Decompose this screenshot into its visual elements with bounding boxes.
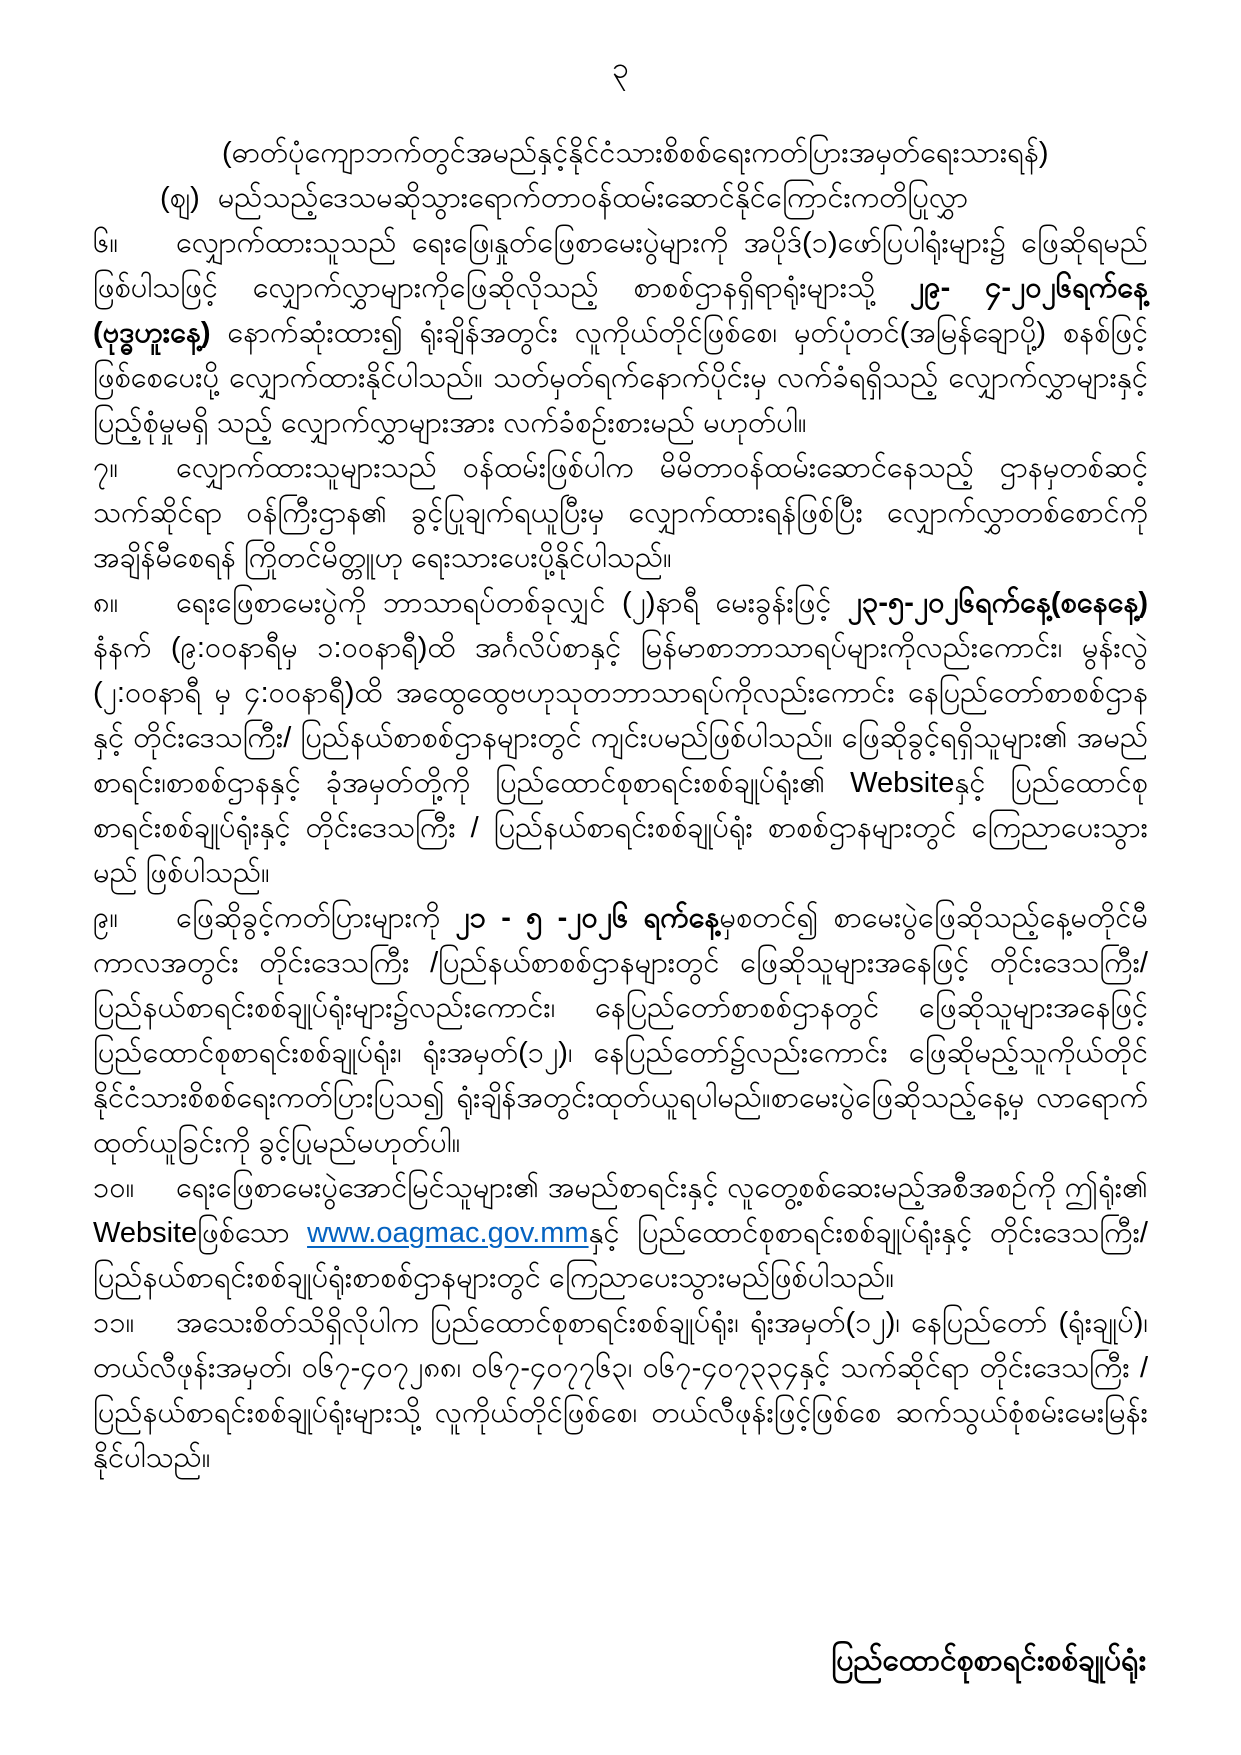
website-link[interactable]: www.oagmac.gov.mm <box>307 1217 589 1249</box>
page-number: ၃ <box>612 52 629 85</box>
paragraph-number: ၉။ <box>93 902 119 934</box>
header-item-text: မည်သည့်ဒေသမဆိုသွားရောက်တာဝန်ထမ်းဆောင်နိုင်ကြောင်းကတိပြုလွှာ <box>217 182 969 214</box>
paragraph-8 <box>93 581 1148 896</box>
paragraph-text: နှင့် ပြည်ထောင်စုစာရင်းစစ်ချုပ်ရုံးနှင့် တိုင်းဒေသကြီး/ ပြည်နယ်စာရင်းစစ်ချုပ်ရုံးစာစစ်ဌာနများတွင် ကြေညာပေးသွားမည်ဖြစ်ပါသည်။ <box>93 1217 1148 1294</box>
paragraph-text: ရေးဖြေစာမေးပွဲကို ဘာသာရပ်တစ်ခုလျှင် (၂)နာရီ မေးခွန်းဖြင့် <box>176 587 848 619</box>
paragraph-number: ၈။ <box>93 587 119 619</box>
header-item-jha <box>93 176 1148 221</box>
paragraph-number: ၆။ <box>93 227 119 259</box>
issuing-office-signature: ပြည်ထောင်စုစာရင်းစစ်ချုပ်ရုံး <box>831 1644 1146 1677</box>
admission-card-date: ၂၁ - ၅ -၂၀၂၆ ရက်နေ့ <box>455 902 720 934</box>
paragraph-7 <box>93 446 1148 581</box>
paragraph-text: ဖြေဆိုခွင့်ကတ်ပြားများကို <box>176 902 456 934</box>
exam-deadline-date: ၂၉- ၄-၂၀၂၆ရက်နေ့ (ဗုဒ္ဓဟူးနေ့) <box>93 272 1148 349</box>
header-photo-note: (ဓာတ်ပုံကျောဘက်တွင်အမည်နှင့်နိုင်ငံသားစိစစ်ရေးကတ်ပြားအမှတ်ရေးသားရန်) <box>222 137 1049 169</box>
paragraph-6 <box>93 221 1148 446</box>
paragraph-text: လျှောက်ထားသူသည် ရေးဖြေ၊နှုတ်ဖြေစာမေးပွဲများကို အပိုဒ်(၁)ဖော်ပြပါရုံးများ၌ ဖြေဆိုရမည် ဖြစ်ပါသဖြင့် လျှောက်လွှာများကိုဖြေဆိုလိုသည့် စာစစ်ဌာနရှိရာရုံးများသို့ <box>93 227 1148 304</box>
header-item-label: (ဈ) <box>160 182 200 214</box>
paragraph-text: အသေးစိတ်သိရှိလိုပါက ပြည်ထောင်စုစာရင်းစစ်ချုပ်ရုံး၊ ရုံးအမှတ်(၁၂)၊ နေပြည်တော် (ရုံးချုပ်)၊ တယ်လီဖုန်းအမှတ်၊ ၀၆၇-၄၀၇၂၈၈၊ ၀၆၇-၄၀၇၇၆၃၊ ၀၆၇-၄၀၇၃၃၄နှင့် သက်ဆိုင်ရာ တိုင်းဒေသကြီး / ပြည်နယ်စာရင်းစစ်ချုပ်ရုံးများသို့ လူကိုယ်တိုင်ဖြစ်စေ၊ တယ်လီဖုန်းဖြင့်ဖြစ်စေ ဆက်သွယ်စုံစမ်းမေးမြန်း နိုင်ပါသည်။ <box>93 1307 1148 1474</box>
paragraph-text: နံနက် (၉:၀၀နာရီမှ ၁:၀၀နာရီ)ထိ အင်္ဂလိပ်စာနှင့် မြန်မာစာဘာသာရပ်များကိုလည်းကောင်း၊ မွန်းလွဲ (၂:၀၀နာရီ မှ ၄:၀၀နာရီ)ထိ အထွေထွေဗဟုသုတဘာသာရပ်ကိုလည်းကောင်း နေပြည်တော်စာစစ်ဌာနနှင့် တိုင်းဒေသကြီး/ ပြည်နယ်စာစစ်ဌာနများတွင် ကျင်းပမည်ဖြစ်ပါသည်။ ဖြေဆိုခွင့်ရရှိသူများ၏ အမည် စာရင်း၊စာစစ်ဌာနနှင့် ခုံအမှတ်တို့ကို ပြည်ထောင်စုစာရင်းစစ်ချုပ်ရုံး၏ Websiteနှင့် ပြည်ထောင်စု စာရင်းစစ်ချုပ်ရုံးနှင့် တိုင်းဒေသကြီး / ပြည်နယ်စာရင်းစစ်ချုပ်ရုံး စာစစ်ဌာနများတွင် ကြေညာပေးသွားမည် ဖြစ်ပါသည်။ <box>93 632 1148 889</box>
paragraph-text: လျှောက်ထားသူများသည် ဝန်ထမ်းဖြစ်ပါက မိမိတာဝန်ထမ်းဆောင်နေသည့် ဌာနမှတစ်ဆင့် သက်ဆိုင်ရာ ဝန်ကြီးဌာန၏ ခွင့်ပြုချက်ရယူပြီးမှ လျှောက်ထားရန်ဖြစ်ပြီး လျှောက်လွှာတစ်စောင်ကို အချိန်မီစေရန် ကြိုတင်မိတ္တူဟု ရေးသားပေးပို့နိုင်ပါသည်။ <box>93 452 1148 574</box>
written-exam-date: ၂၃-၅-၂၀၂၆ရက်နေ့(စနေနေ့) <box>847 587 1148 619</box>
paragraph-10 <box>93 1166 1148 1301</box>
paragraph-9 <box>93 896 1148 1166</box>
paragraph-number: ၁၁။ <box>93 1307 135 1339</box>
paragraph-number: ၇။ <box>93 452 119 484</box>
paragraph-text: ရေးဖြေစာမေးပွဲအောင်မြင်သူများ၏ အမည်စာရင်းနှင့် လူတွေ့စစ်ဆေးမည့်အစီအစဉ်ကို ဤရုံး၏ Websiteဖြစ်သော <box>93 1172 1148 1249</box>
paragraph-11 <box>93 1301 1148 1481</box>
paragraph-number: ၁၀။ <box>93 1172 135 1204</box>
paragraph-text: မှစတင်၍ စာမေးပွဲဖြေဆိုသည့်နေ့မတိုင်မီ ကာလအတွင်း တိုင်းဒေသကြီး /ပြည်နယ်စာစစ်ဌာနများတွင် ဖြေဆိုသူများအနေဖြင့် တိုင်းဒေသကြီး/ ပြည်နယ်စာရင်းစစ်ချုပ်ရုံးများ၌လည်းကောင်း၊ နေပြည်တော်စာစစ်ဌာနတွင် ဖြေဆိုသူများအနေဖြင့် ပြည်ထောင်စုစာရင်းစစ်ချုပ်ရုံး၊ ရုံးအမှတ်(၁၂)၊ နေပြည်တော်၌လည်းကောင်း ဖြေဆိုမည့်သူကိုယ်တိုင် နိုင်ငံသားစိစစ်ရေးကတ်ပြားပြသ၍ ရုံးချိန်အတွင်းထုတ်ယူရပါမည်။စာမေးပွဲဖြေဆိုသည့်နေ့မှ လာရောက် ထုတ်ယူခြင်းကို ခွင့်ပြုမည်မဟုတ်ပါ။ <box>93 902 1148 1159</box>
paragraph-text: နောက်ဆုံးထား၍ ရုံးချိန်အတွင်း လူကိုယ်တိုင်ဖြစ်စေ၊ မှတ်ပုံတင်(အမြန်ချောပို့) စနစ်ဖြင့် ဖြစ်စေပေးပို့ လျှောက်ထားနိုင်ပါသည်။ သတ်မှတ်ရက်နောက်ပိုင်းမှ လက်ခံရရှိသည့် လျှောက်လွှာများနှင့် ပြည့်စုံမှုမရှိ သည့် လျှောက်လွှာများအား လက်ခံစဉ်းစားမည် မဟုတ်ပါ။ <box>93 317 1148 439</box>
